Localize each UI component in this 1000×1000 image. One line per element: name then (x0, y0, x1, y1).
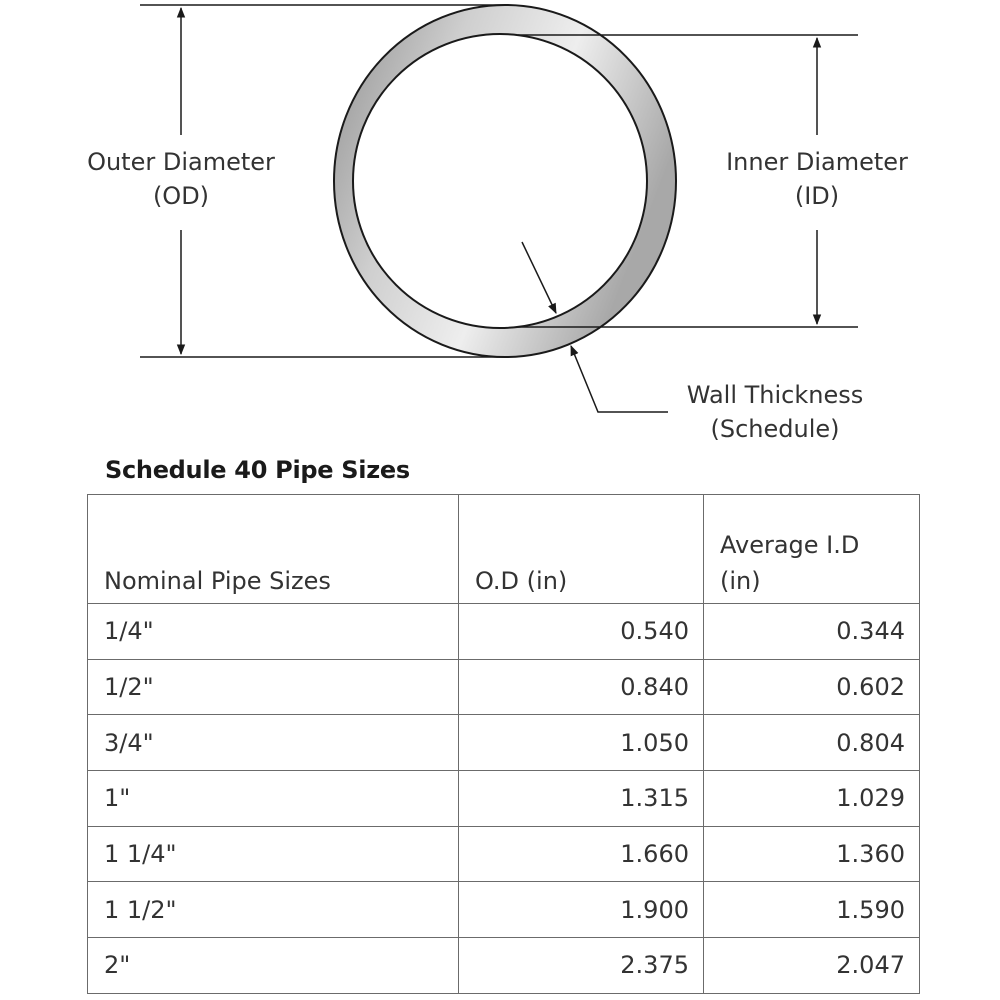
wall-thickness-inner-arrow (522, 242, 556, 313)
od-cell: 2.375 (459, 938, 704, 994)
header-average-id: Average I.D (in) (704, 495, 920, 604)
table-row (88, 882, 920, 938)
inner-diameter-label-line2: (ID) (794, 182, 840, 210)
outer-diameter-label-line1: Outer Diameter (87, 148, 275, 176)
outer-diameter-label (70, 145, 292, 213)
od-cell: 1.315 (459, 771, 704, 827)
table-row (88, 659, 920, 715)
od-cell: 0.540 (459, 604, 704, 660)
inner-diameter-label-line1: Inner Diameter (726, 148, 908, 176)
nominal-size-cell: 1 1/2" (88, 882, 459, 938)
schedule-40-pipe-table (87, 494, 920, 994)
header-od: O.D (in) (459, 495, 704, 604)
wall-thickness-label (670, 378, 880, 446)
wall-thickness-label-line1: Wall Thickness (686, 381, 864, 409)
nominal-size-cell: 1 1/4" (88, 826, 459, 882)
id-cell: 1.029 (704, 771, 920, 827)
table-row (88, 604, 920, 660)
inner-diameter-label (706, 145, 928, 213)
id-cell: 1.590 (704, 882, 920, 938)
nominal-size-cell: 1/4" (88, 604, 459, 660)
id-cell: 1.360 (704, 826, 920, 882)
table-row (88, 938, 920, 994)
table-row (88, 771, 920, 827)
nominal-size-cell: 2" (88, 938, 459, 994)
pipe-wall-ring (334, 5, 676, 357)
od-cell: 1.900 (459, 882, 704, 938)
table-header-row (88, 495, 920, 604)
table-title: Schedule 40 Pipe Sizes (105, 456, 410, 484)
wall-thickness-label-line2: (Schedule) (710, 415, 840, 443)
id-cell: 0.602 (704, 659, 920, 715)
nominal-size-cell: 1" (88, 771, 459, 827)
wall-thickness-leader (571, 346, 668, 412)
id-cell: 0.804 (704, 715, 920, 771)
od-cell: 1.660 (459, 826, 704, 882)
table-row (88, 715, 920, 771)
od-cell: 1.050 (459, 715, 704, 771)
od-cell: 0.840 (459, 659, 704, 715)
nominal-size-cell: 3/4" (88, 715, 459, 771)
header-nominal-pipe-sizes: Nominal Pipe Sizes (88, 495, 459, 604)
outer-diameter-label-line2: (OD) (152, 182, 210, 210)
id-cell: 0.344 (704, 604, 920, 660)
id-cell: 2.047 (704, 938, 920, 994)
nominal-size-cell: 1/2" (88, 659, 459, 715)
table-row (88, 826, 920, 882)
